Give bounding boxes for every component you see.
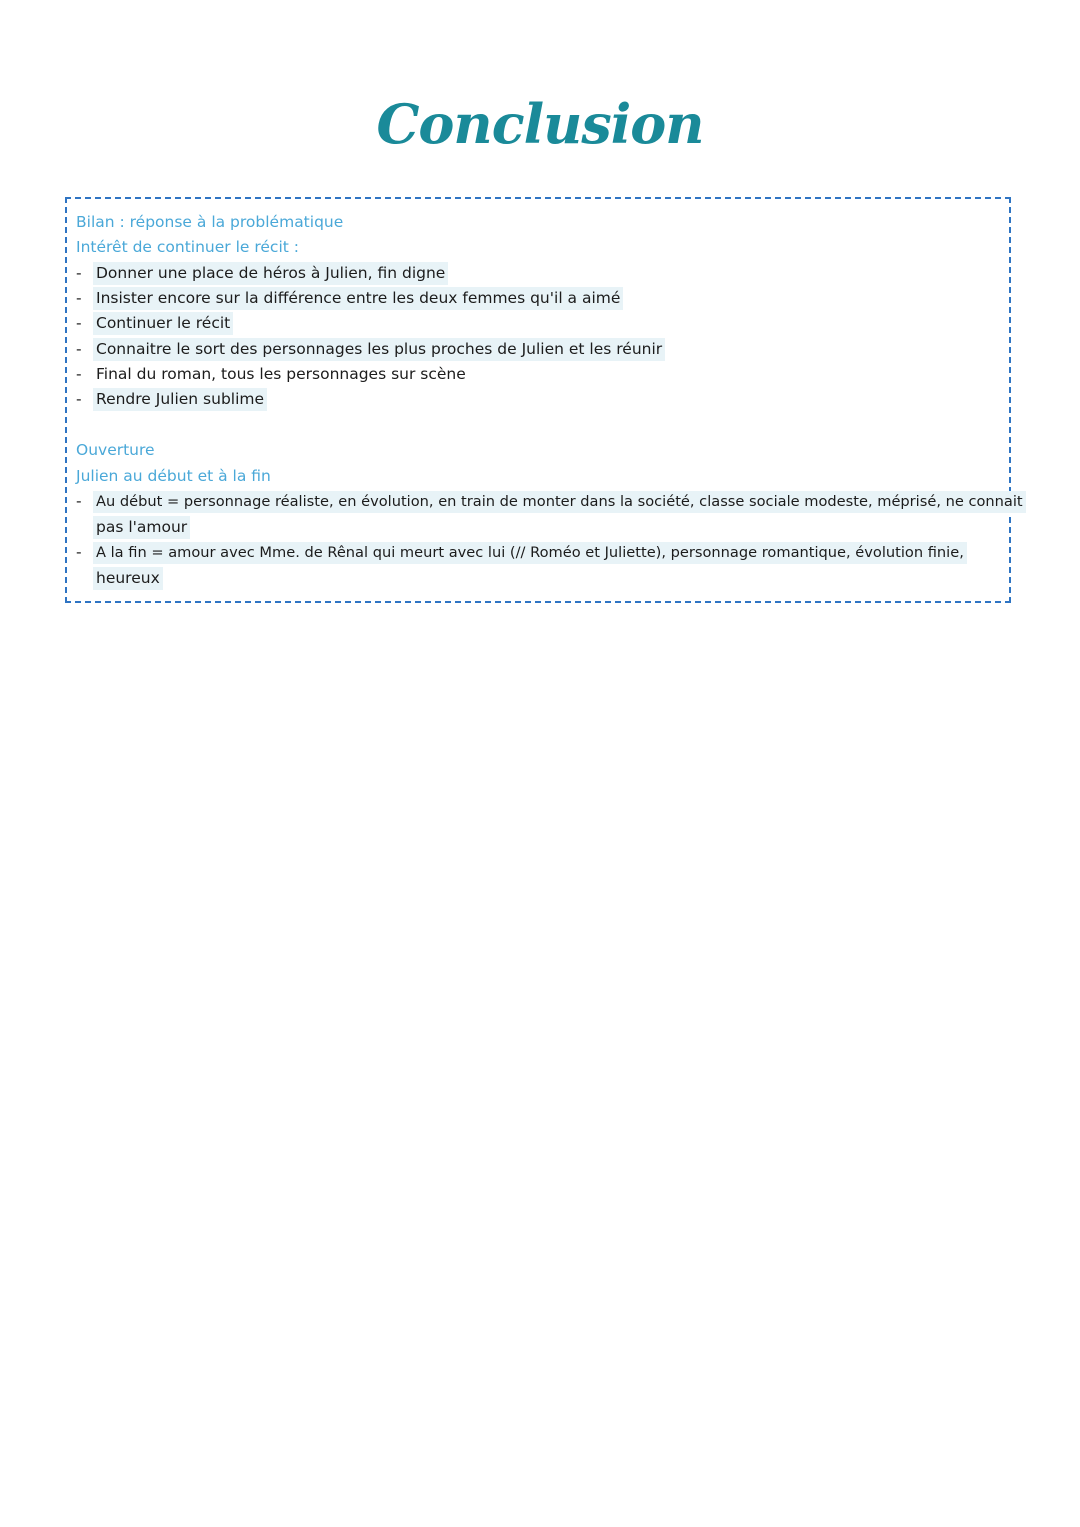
list-item: - Continuer le récit (76, 313, 230, 333)
list-item: - Insister encore sur la différence entre les deux femmes qu'il a aimé (76, 288, 620, 308)
list-item: - A la fin = amour avec Mme. de Rênal qui meurt avec lui (// Roméo et Juliette), personnage romantique, évolution finie, (76, 542, 964, 563)
list-item: - Rendre Julien sublime (76, 389, 264, 409)
list-item: - Au début = personnage réaliste, en évolution, en train de monter dans la société, classe sociale modeste, méprisé, ne connait (76, 491, 1023, 512)
conclusion-box (65, 197, 1023, 603)
bilan-heading: Bilan : réponse à la problématique (76, 213, 344, 231)
ouverture-heading: Ouverture (76, 441, 155, 459)
list-item-continuation: pas l'amour (96, 517, 187, 537)
page-title: Conclusion (376, 92, 704, 156)
list-item: - Connaitre le sort des personnages les plus proches de Julien et les réunir (76, 339, 662, 359)
list-item: - Final du roman, tous les personnages sur scène (76, 365, 466, 383)
interet-heading: Intérêt de continuer le récit : (76, 238, 299, 256)
list-item: - Donner une place de héros à Julien, fin digne (76, 263, 445, 283)
julien-heading: Julien au début et à la fin (76, 467, 271, 485)
list-item-continuation: heureux (96, 568, 160, 588)
